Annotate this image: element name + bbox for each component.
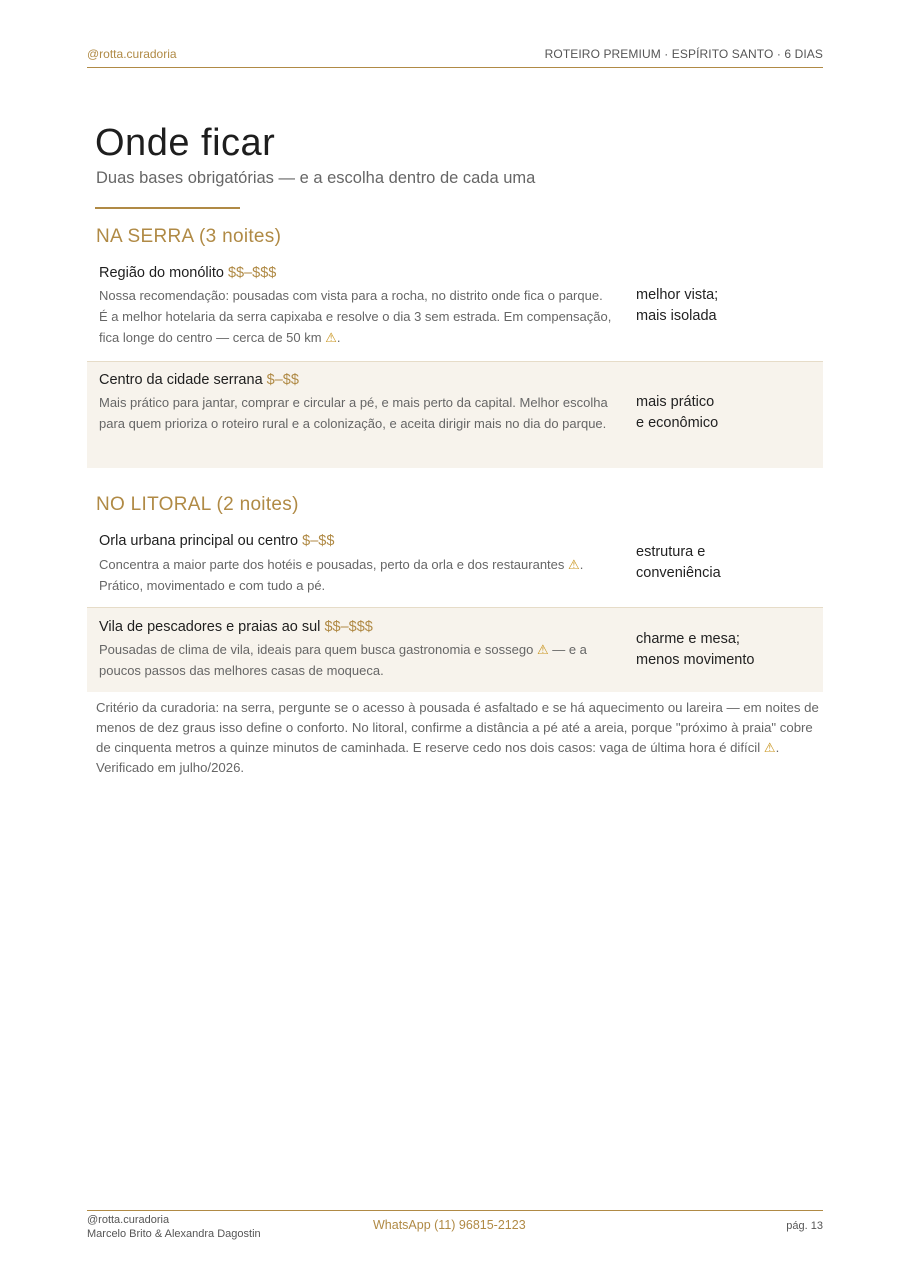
warning-icon: ⚠ <box>568 557 580 572</box>
page-number: pág. 13 <box>786 1220 823 1232</box>
lodging-row-orla <box>87 523 823 608</box>
lodging-row-centro-serrano <box>87 362 823 468</box>
price-range: $–$$ <box>266 372 299 388</box>
curation-criteria-note: Critério da curadoria: na serra, pergunte se o acesso à pousada é asfaltado e se há aquecimento ou lareira — em noites de menos de dez graus isso define o conforto. No litoral, confirme a distância a pé até a areia, porque "próximo à praia" cobre de cinquenta metros a quinze minutos de caminhada. E reserve cedo nos dois casos: vaga de última hora é difícil ⚠. Verificado em julho/2026. <box>96 700 819 775</box>
page-title: Onde ficar <box>95 122 276 164</box>
lodging-note: estrutura e conveniência <box>636 544 721 581</box>
price-range: $–$$ <box>302 533 335 549</box>
lodging-description: Pousadas de clima de vila, ideais para quem busca gastronomia e sossego ⚠ — e a poucos passos das melhores casas de moqueca. <box>99 642 587 678</box>
warning-icon: ⚠ <box>325 330 337 345</box>
lodging-description: Nossa recomendação: pousadas com vista para a rocha, no distrito onde fica o parque. É a melhor hotelaria da serra capixaba e resolve o dia 3 sem estrada. Em compensação, fica longe do centro — cerca de 50 km ⚠. <box>99 288 612 345</box>
lodging-description: Mais prático para jantar, comprar e circular a pé, e mais perto da capital. Melhor escolha para quem prioriza o roteiro rural e a colonização, e aceita dirigir mais no dia do parque. <box>99 395 608 431</box>
lodging-note: charme e mesa; menos movimento <box>636 631 755 668</box>
lodging-name: Vila de pescadores e praias ao sul $$–$$$ <box>99 619 373 635</box>
price-range: $$–$$$ <box>324 619 373 635</box>
lodging-name: Centro da cidade serrana $–$$ <box>99 372 299 388</box>
lodging-name: Orla urbana principal ou centro $–$$ <box>99 533 335 549</box>
page-subtitle: Duas bases obrigatórias — e a escolha dentro de cada uma <box>96 169 536 187</box>
warning-icon: ⚠ <box>536 642 549 657</box>
whatsapp-contact: WhatsApp (11) 96815-2123 <box>373 1218 526 1232</box>
header-doc-title: ROTEIRO PREMIUM · ESPÍRITO SANTO · 6 DIAS <box>544 47 823 61</box>
lodging-row-vila-pescadores <box>87 608 823 692</box>
warning-icon: ⚠ <box>763 740 776 755</box>
title-divider <box>95 207 240 209</box>
lodging-note: melhor vista; mais isolada <box>636 287 719 324</box>
footer-brand: @rotta.curadoria <box>87 1214 170 1226</box>
lodging-note: mais prático e econômico <box>636 394 719 431</box>
section-title-litoral: NO LITORAL (2 noites) <box>96 494 299 515</box>
page-footer <box>87 1210 823 1240</box>
header-brand: @rotta.curadoria <box>87 47 177 61</box>
page-header <box>87 46 823 68</box>
price-range: $$–$$$ <box>227 265 277 281</box>
lodging-description: Concentra a maior parte dos hotéis e pousadas, perto da orla e dos restaurantes ⚠. Prático, movimentado e com tudo a pé. <box>99 557 584 593</box>
lodging-name: Região do monólito $$–$$$ <box>99 265 277 281</box>
lodging-row-monolito <box>87 255 823 362</box>
footer-authors: Marcelo Brito & Alexandra Dagostin <box>87 1228 261 1240</box>
section-title-serra: NA SERRA (3 noites) <box>96 226 282 247</box>
